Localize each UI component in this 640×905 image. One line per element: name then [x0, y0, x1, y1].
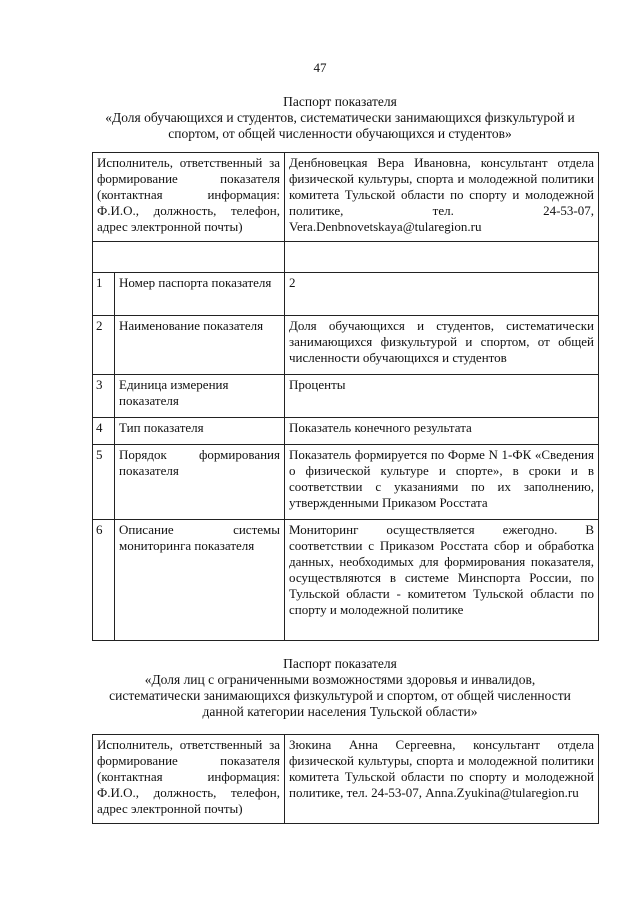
- table-row: [93, 445, 599, 520]
- row-value: Доля обучающихся и студентов, систематически занимающихся физкультурой и спортом, от общей численности обучающихся и студентов: [285, 316, 599, 375]
- passport-2-table: [92, 734, 599, 824]
- executor-row: [93, 153, 599, 242]
- passport-1-heading: [90, 94, 590, 142]
- row-number: 3: [93, 375, 115, 418]
- row-value: Мониторинг осуществляется ежегодно. В соответствии с Приказом Росстата сбор и обработка данных, необходимых для формирования показателя, осуществляются в системе Минспорта России, по Тульской области - комитетом Тульской области по спорту и молодежной политике: [285, 520, 599, 641]
- page-number: 47: [313, 60, 327, 75]
- table-gap: [93, 242, 599, 273]
- row-label: Тип показателя: [115, 418, 285, 445]
- row-value: Проценты: [285, 375, 599, 418]
- executor-value: Зюкина Анна Сергеевна, консультант отдела физической культуры, спорта и молодежной политики комитета Тульской области по спорту и молодежной политике, тел. 24-53-07, Anna.Zyukina@tularegion.ru: [285, 735, 599, 824]
- row-label: Порядок формирования показателя: [115, 445, 285, 520]
- table-row: [93, 418, 599, 445]
- passport-2-heading: [90, 656, 590, 720]
- executor-value: Денбновецкая Вера Ивановна, консультант отдела физической культуры, спорта и молодежной политики комитета Тульской области по спорту и молодежной политике, тел. 24-53-07, Vera.Denbnovetskaya@tularegion.ru: [285, 153, 599, 242]
- passport-1-table: [92, 152, 599, 641]
- table-row: [93, 273, 599, 316]
- passport-1-subtitle-line: спортом, от общей численности обучающихся и студентов»: [168, 126, 512, 141]
- table-row: [93, 316, 599, 375]
- row-label: Единица измерения показателя: [115, 375, 285, 418]
- executor-label: Исполнитель, ответственный за формирование показателя (контактная информация: Ф.И.О., должность, телефон, адрес электронной почты): [93, 153, 285, 242]
- row-number: 5: [93, 445, 115, 520]
- row-label: Наименование показателя: [115, 316, 285, 375]
- passport-1-title: Паспорт показателя: [283, 94, 397, 109]
- executor-row: [93, 735, 599, 824]
- row-label: Номер паспорта показателя: [115, 273, 285, 316]
- passport-1-subtitle-line: «Доля обучающихся и студентов, систематически занимающихся физкультурой и: [105, 110, 575, 125]
- table-row: [93, 375, 599, 418]
- row-number: 2: [93, 316, 115, 375]
- passport-2-subtitle-line: «Доля лиц с ограниченными возможностями здоровья и инвалидов,: [144, 672, 536, 687]
- passport-2-subtitle-line: систематически занимающихся физкультурой и спортом, от общей численности: [109, 688, 571, 703]
- row-number: 4: [93, 418, 115, 445]
- row-label: Описание системы мониторинга показателя: [115, 520, 285, 641]
- passport-2-subtitle-line: данной категории населения Тульской области»: [202, 704, 478, 719]
- row-number: 6: [93, 520, 115, 641]
- table-row: [93, 520, 599, 641]
- row-value: Показатель формируется по Форме N 1-ФК «Сведения о физической культуре и спорте», в сроки и в соответствии с указаниями по их заполнению, утвержденными Приказом Росстата: [285, 445, 599, 520]
- row-value: Показатель конечного результата: [285, 418, 599, 445]
- row-number: 1: [93, 273, 115, 316]
- executor-label: Исполнитель, ответственный за формирование показателя (контактная информация: Ф.И.О., должность, телефон, адрес электронной почты): [93, 735, 285, 824]
- row-value: 2: [285, 273, 599, 316]
- passport-2-title: Паспорт показателя: [283, 656, 397, 671]
